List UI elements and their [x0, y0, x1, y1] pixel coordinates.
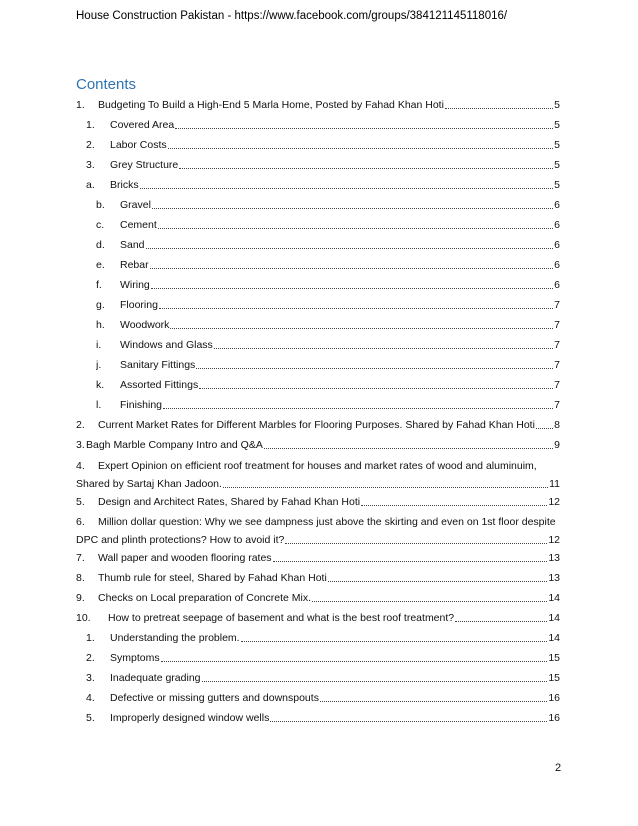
toc-entry-number: 10.: [76, 612, 91, 624]
toc-entry-page: 16: [548, 692, 560, 704]
toc-entry-page: 12: [548, 534, 560, 546]
toc-entry-page: 5: [554, 99, 560, 111]
toc-entry-title: Current Market Rates for Different Marbles for Flooring Purposes. Shared by Fahad Khan Hoti: [98, 419, 535, 431]
toc-entry-page: 13: [548, 552, 560, 564]
toc-entry-page: 13: [548, 572, 560, 584]
toc-entry[interactable]: [86, 118, 560, 132]
toc-entry-number: e.: [96, 259, 105, 271]
toc-entry-number: 2.: [86, 139, 95, 151]
toc-entry-number: 4.: [76, 460, 85, 472]
toc-entry[interactable]: [86, 671, 560, 685]
dot-leader: [202, 681, 548, 682]
dot-leader: [285, 543, 547, 544]
toc-entry-title: Defective or missing gutters and downspouts: [110, 692, 319, 704]
toc-entry-title: Million dollar question: Why we see dampness just above the skirting and even on 1st floor despite: [98, 516, 556, 528]
dot-leader: [146, 248, 553, 249]
toc-entry-number: i.: [96, 339, 102, 351]
toc-entry-title: Windows and Glass: [120, 339, 213, 351]
toc-entry-page: 6: [554, 199, 560, 211]
toc-entry[interactable]: [96, 298, 560, 312]
toc-entry-title: Flooring: [120, 299, 158, 311]
dot-leader: [170, 328, 553, 329]
toc-entry[interactable]: [96, 398, 560, 412]
toc-entry-title: Woodwork: [120, 319, 170, 331]
toc-entry[interactable]: [96, 258, 560, 272]
dot-leader: [241, 641, 548, 642]
dot-leader: [199, 388, 553, 389]
toc-entry-number: h.: [96, 319, 105, 331]
toc-entry-title: Understanding the problem.: [110, 632, 240, 644]
toc-entry[interactable]: [96, 338, 560, 352]
toc-entry-title: Inadequate grading: [110, 672, 201, 684]
toc-entry-number: j.: [96, 359, 102, 371]
toc-entry-number: 3.: [76, 439, 85, 451]
toc-entry-number: 8.: [76, 572, 85, 584]
toc-entry-number: b.: [96, 199, 105, 211]
toc-entry[interactable]: [76, 98, 560, 112]
toc-entry-title: Assorted Fittings: [120, 379, 199, 391]
toc-entry-title: Labor Costs: [110, 139, 167, 151]
dot-leader: [152, 208, 553, 209]
dot-leader: [361, 505, 547, 506]
toc-entry[interactable]: [76, 551, 560, 565]
dot-leader: [196, 368, 553, 369]
toc-entry-page: 16: [548, 712, 560, 724]
toc-entry-title: Cement: [120, 219, 157, 231]
toc-entry-number: 9.: [76, 592, 85, 604]
toc-entry-title: Wiring: [120, 279, 150, 291]
toc-entry-number: k.: [96, 379, 105, 391]
toc-entry-number: 1.: [86, 632, 95, 644]
toc-entry-number: 4.: [86, 692, 95, 704]
toc-entry-title: Covered Area: [110, 119, 175, 131]
toc-entry-title: Gravel: [120, 199, 151, 211]
toc-entry-title: Budgeting To Build a High-End 5 Marla Home, Posted by Fahad Khan Hoti: [98, 99, 444, 111]
dot-leader: [151, 288, 553, 289]
toc-entry[interactable]: [76, 611, 560, 625]
toc-entry-page: 11: [549, 478, 560, 490]
toc-entry-number: g.: [96, 299, 105, 311]
toc-entry-title-continued: Shared by Sartaj Khan Jadoon.: [76, 478, 222, 490]
toc-entry-title: Design and Architect Rates, Shared by Fahad Khan Hoti: [98, 496, 361, 508]
toc-entry-number: 5.: [76, 496, 85, 508]
toc-entry-number: 2.: [76, 419, 85, 431]
dot-leader: [264, 448, 553, 449]
toc-entry-page: 7: [554, 379, 560, 391]
toc-entry[interactable]: [76, 459, 560, 491]
toc-entry-page: 9: [554, 439, 560, 451]
toc-entry-number: 5.: [86, 712, 95, 724]
toc-entry[interactable]: [76, 571, 560, 585]
dot-leader: [273, 561, 548, 562]
toc-entry[interactable]: [86, 711, 560, 725]
toc-entry[interactable]: [96, 318, 560, 332]
toc-entry-page: 6: [554, 219, 560, 231]
toc-entry-title: Checks on Local preparation of Concrete Mix.: [98, 592, 312, 604]
toc-entry-title: Thumb rule for steel, Shared by Fahad Khan Hoti: [98, 572, 327, 584]
dot-leader: [159, 308, 553, 309]
dot-leader: [161, 661, 548, 662]
toc-entry-title: How to pretreat seepage of basement and what is the best roof treatment?: [108, 612, 455, 624]
toc-entry[interactable]: [96, 238, 560, 252]
toc-entry[interactable]: [96, 218, 560, 232]
toc-entry-title: Symptoms: [110, 652, 160, 664]
dot-leader: [175, 128, 553, 129]
dot-leader: [455, 621, 547, 622]
page-header: House Construction Pakistan - https://www.facebook.com/groups/384121145118016/: [76, 10, 508, 22]
toc-entry[interactable]: [96, 278, 560, 292]
toc-entry-page: 5: [554, 179, 560, 191]
toc-entry[interactable]: [86, 178, 560, 192]
toc-entry-page: 7: [554, 399, 560, 411]
toc-entry-number: c.: [96, 219, 105, 231]
toc-entry-title-continued: DPC and plinth protections? How to avoid it?: [76, 534, 285, 546]
toc-entry-title: Rebar: [120, 259, 149, 271]
toc-entry-number: 2.: [86, 652, 95, 664]
toc-entry[interactable]: [86, 651, 560, 665]
dot-leader: [312, 601, 547, 602]
toc-entry-page: 7: [554, 339, 560, 351]
toc-entry[interactable]: [86, 631, 560, 645]
toc-entry-title: Expert Opinion on efficient roof treatment for houses and market rates of wood and aluminuim,: [98, 460, 537, 472]
toc-entry[interactable]: [96, 378, 560, 392]
toc-entry-title: Finishing: [120, 399, 163, 411]
toc-entry-title: Sanitary Fittings: [120, 359, 196, 371]
dot-leader: [328, 581, 548, 582]
toc-entry[interactable]: [96, 198, 560, 212]
toc-entry-page: 6: [554, 239, 560, 251]
toc-entry-number: 3.: [86, 672, 95, 684]
dot-leader: [536, 428, 553, 429]
toc-entry-page: 5: [554, 119, 560, 131]
toc-entry-title: Bagh Marble Company Intro and Q&A: [86, 439, 263, 451]
dot-leader: [168, 148, 553, 149]
toc-entry-page: 5: [554, 139, 560, 151]
dot-leader: [150, 268, 553, 269]
toc-entry-page: 6: [554, 259, 560, 271]
toc-entry-page: 12: [548, 496, 560, 508]
toc-entry-page: 14: [548, 592, 560, 604]
dot-leader: [158, 228, 553, 229]
toc-entry-number: 6.: [76, 516, 85, 528]
toc-entry-number: 1.: [86, 119, 95, 131]
toc-entry[interactable]: [76, 591, 560, 605]
toc-entry-page: 15: [548, 672, 560, 684]
toc-entry[interactable]: [76, 438, 560, 452]
toc-entry[interactable]: [76, 418, 560, 432]
dot-leader: [445, 108, 553, 109]
toc-entry-number: a.: [86, 179, 95, 191]
toc-entry-number: 1.: [76, 99, 85, 111]
toc-entry-page: 8: [554, 419, 560, 431]
toc-entry-page: 5: [554, 159, 560, 171]
toc-entry-title: Grey Structure: [110, 159, 179, 171]
toc-entry-page: 14: [548, 632, 560, 644]
toc-entry-page: 6: [554, 279, 560, 291]
toc-entry[interactable]: [86, 138, 560, 152]
toc-entry-number: 3.: [86, 159, 95, 171]
toc-entry-title: Bricks: [110, 179, 139, 191]
contents-heading: Contents: [76, 76, 137, 93]
toc-entry-title: Wall paper and wooden flooring rates: [98, 552, 272, 564]
toc-entry-title: Improperly designed window wells: [110, 712, 270, 724]
toc-entry[interactable]: [96, 358, 560, 372]
toc-entry-page: 15: [548, 652, 560, 664]
toc-entry-number: f.: [96, 279, 102, 291]
dot-leader: [214, 348, 553, 349]
toc-entry-number: d.: [96, 239, 105, 251]
dot-leader: [179, 168, 553, 169]
dot-leader: [223, 487, 548, 488]
toc-entry-number: 7.: [76, 552, 85, 564]
toc-entry-page: 7: [554, 299, 560, 311]
dot-leader: [270, 721, 547, 722]
dot-leader: [140, 188, 553, 189]
toc-entry-number: l.: [96, 399, 102, 411]
toc-entry[interactable]: [76, 495, 560, 509]
toc-entry[interactable]: [86, 158, 560, 172]
toc-entry-title: Sand: [120, 239, 145, 251]
dot-leader: [320, 701, 547, 702]
toc-entry-page: 7: [554, 359, 560, 371]
toc-entry[interactable]: [86, 691, 560, 705]
dot-leader: [163, 408, 553, 409]
page-number: 2: [555, 762, 562, 774]
toc-entry-page: 14: [548, 612, 560, 624]
toc-entry[interactable]: [76, 515, 560, 547]
toc-entry-page: 7: [554, 319, 560, 331]
